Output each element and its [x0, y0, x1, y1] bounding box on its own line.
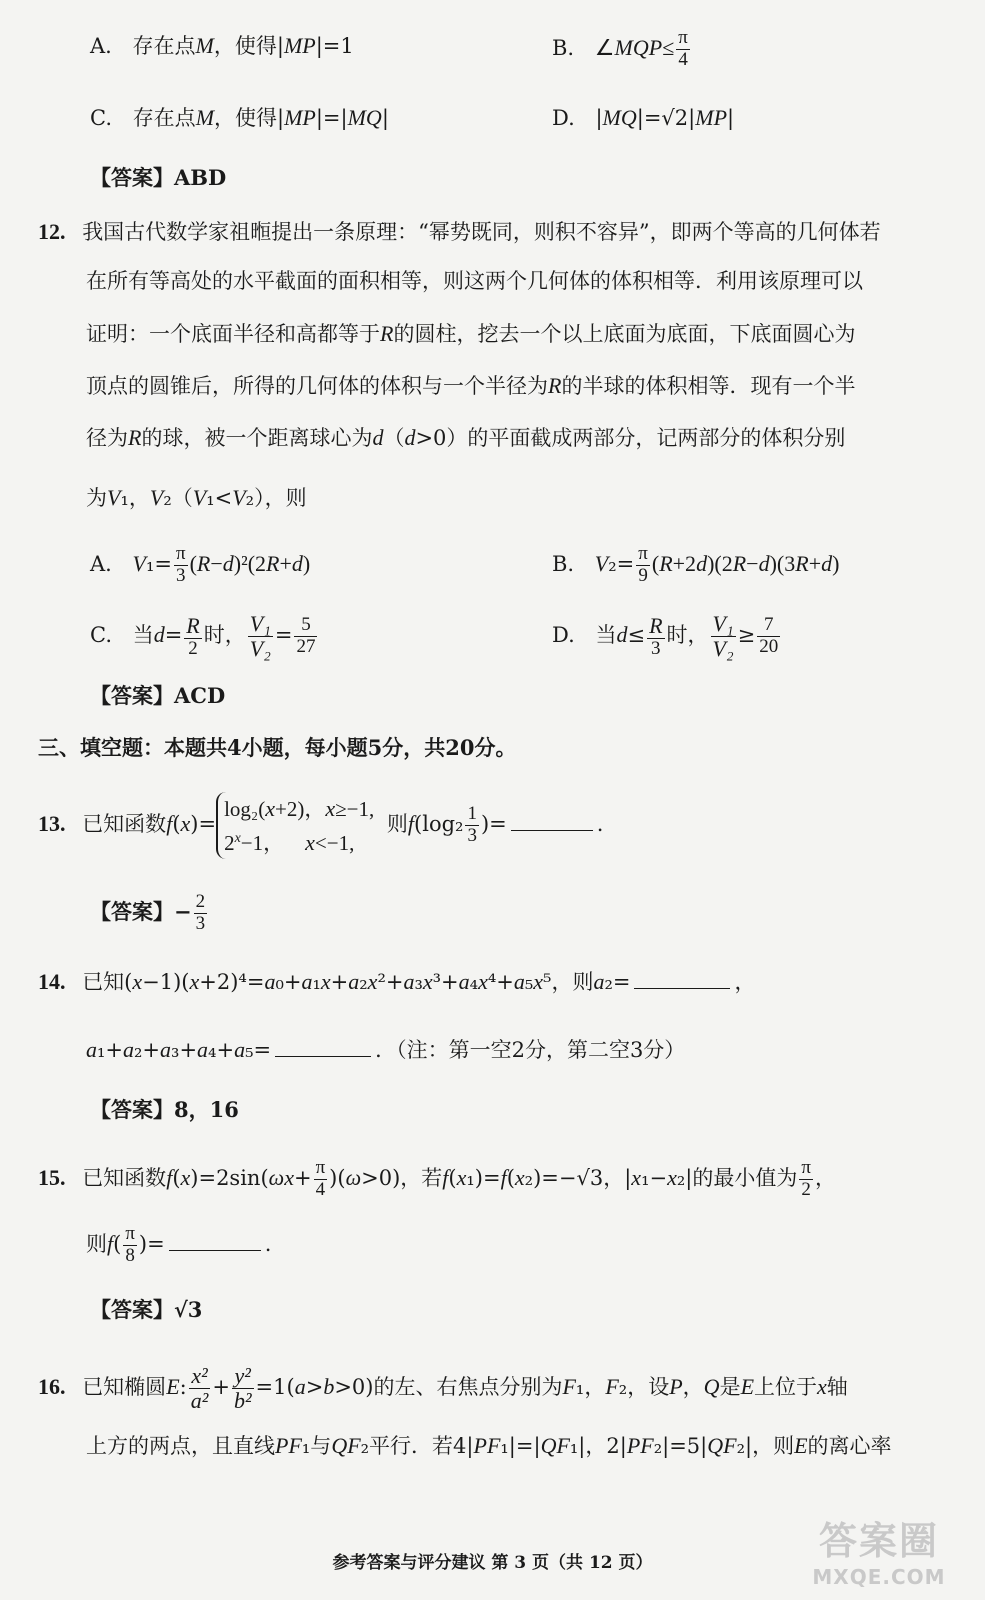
q15-line-2: 则f( $\frac{\pi}{8}$ )= . — [86, 1223, 272, 1266]
q13-question: 13. 已知函数f(x)= log₂(x+2)，x≥−1, $2^x-1$， x<−1, 则f(log₂ $\frac{1}{3}$ )= . — [38, 792, 603, 859]
q14-answer: 【答案】8，16 — [90, 1097, 239, 1122]
question-number: 16. — [38, 1374, 66, 1400]
q16-line-2: 上方的两点，且直线PF₁与QF₂平行．若4|PF₁|=|QF₁|，2|PF₂|=5|QF₂|，则E的离心率 — [86, 1433, 892, 1458]
q15-answer: 【答案】√3 — [90, 1297, 203, 1322]
option-label: A. — [90, 34, 112, 58]
page-footer: 参考答案与评分建议 第 3 页（共 12 页） — [332, 1553, 653, 1573]
section-3-heading: 三、填空题：本题共4小题，每小题5分，共20分。 — [38, 735, 517, 760]
q14-line-2: a₁+a₂+a₃+a₄+a₅= ．（注：第一空2分，第二空3分） — [86, 1037, 686, 1062]
q11-option-a: A. 存在点M，使得|MP|=1 — [90, 33, 354, 58]
q11-option-c: C. 存在点M，使得|MP|=|MQ| — [90, 105, 389, 130]
option-label: C. — [90, 106, 112, 130]
question-number: 12. — [38, 219, 66, 244]
q11-option-d: D. |MQ|=√2|MP| — [552, 105, 735, 130]
q12-line-4: 顶点的圆锥后，所得的几何体的体积与一个半径为R的半球的体积相等．现有一个半 — [86, 373, 856, 398]
q12-answer: 【答案】ACD — [90, 683, 226, 708]
option-label: D. — [552, 106, 575, 130]
q12-line-6: 为V₁，V₂（V₁<V₂），则 — [86, 485, 307, 510]
watermark-logo — [799, 1510, 959, 1589]
watermark-url: MXQE.COM — [812, 1565, 946, 1589]
q12-line-1: 12. 我国古代数学家祖暅提出一条原理：“幂势既同，则积不容异”，即两个等高的几何体若 — [38, 219, 881, 244]
option-label: A. — [90, 551, 112, 576]
q12-line-3: 证明：一个底面半径和高都等于R的圆柱，挖去一个以上底面为底面，下底面圆心为 — [86, 321, 856, 346]
q11-option-b: B. ∠MQP≤ $\frac{\pi}{4}$ — [552, 27, 688, 70]
question-number: 15. — [38, 1164, 66, 1190]
option-label: B. — [552, 551, 575, 576]
q12-line-5: 径为R的球，被一个距离球心为d（d>0）的平面截成两部分，记两部分的体积分别 — [86, 425, 846, 450]
option-label: D. — [552, 623, 575, 648]
option-label: B. — [552, 35, 575, 60]
option-label: C. — [90, 623, 112, 648]
q12-option-d: D. 当d≤ $\frac{R}{3}$ 时， $\frac{\text{V₁}}{\text{V₂}}$ ≥ $\frac{7}{20}$ — [552, 611, 779, 662]
question-number: 14. — [38, 969, 66, 994]
q12-option-c: C. 当d= $\frac{R}{2}$ 时， $\frac{\text{V₁}}{\text{V₂}}$ = $\frac{5}{27}$ — [90, 611, 316, 662]
q16-line-1: 16. 已知椭圆E: $\frac{\text{x²}}{\text{a²}}$ + $\frac{\text{y²}}{\text{b²}}$ =1(a>b>0)的左、右焦点分别为F₁，F₂，设P，Q是E上位于x轴 — [38, 1363, 848, 1414]
q12-option-a: A. V₁= $\frac{\pi}{3}$ (R−d)²(2R+d) — [90, 543, 311, 586]
q13-answer: 【答案】− $\frac{2}{3}$ — [90, 891, 206, 934]
q14-line-1: 14. 已知(x−1)(x+2)⁴=a₀+a₁x+a₂x²+a₃x³+a₄x⁴+a₅x⁵，则a₂= ， — [38, 969, 756, 994]
q11-answer: 【答案】ABD — [90, 165, 227, 190]
watermark-logo-text: 答案圈 — [818, 1519, 939, 1563]
q12-line-2: 在所有等高处的水平截面的面积相等，则这两个几何体的体积相等．利用该原理可以 — [86, 269, 863, 293]
question-number: 13. — [38, 811, 66, 836]
q15-line-1: 15. 已知函数f(x)=2sin(ωx+ $\frac{\pi}{4}$ )(ω>0)，若f(x₁)=f(x₂)=−√3，|x₁−x₂|的最小值为 $\frac{\pi}{2}$ ， — [38, 1157, 836, 1200]
q12-option-b: B. V₂= $\frac{\pi}{9}$ (R+2d)(2R−d)(3R+d) — [552, 543, 840, 586]
